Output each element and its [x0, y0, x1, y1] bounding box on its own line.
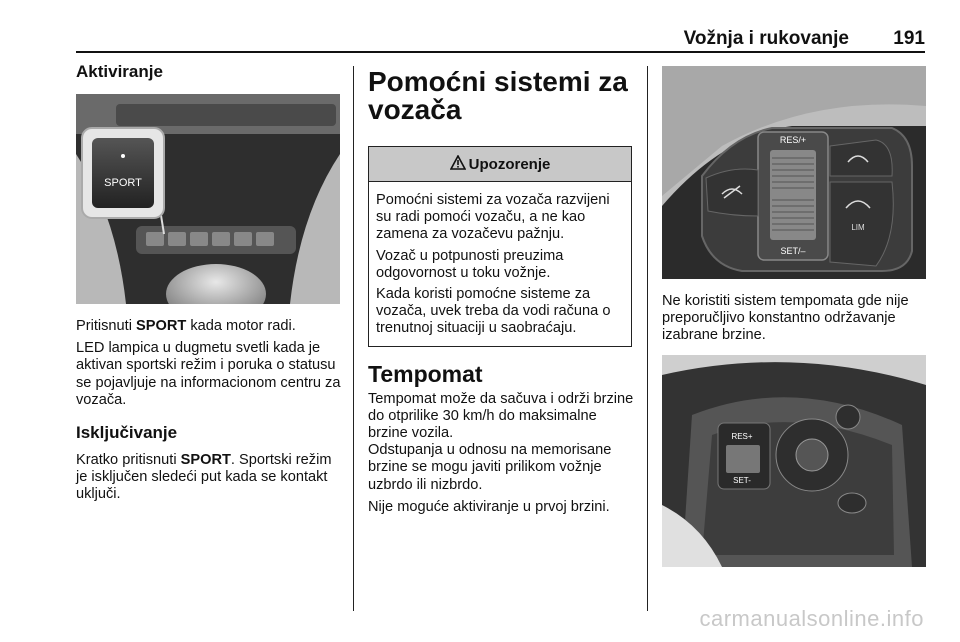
set-minus-label: SET/– — [780, 246, 806, 256]
warning-body — [369, 182, 631, 346]
column-divider-1 — [353, 66, 354, 611]
sport-bold: SPORT — [136, 318, 187, 334]
cruise-control-heading: Tempomat — [368, 360, 483, 387]
paragraph-press-sport — [76, 318, 344, 335]
steering-wheel-image — [662, 355, 926, 567]
column-3 — [662, 62, 926, 567]
column-divider-2 — [647, 66, 648, 611]
column-1 — [76, 62, 344, 504]
section-title: Vožnja i rukovanje — [683, 28, 849, 49]
text-fragment: Kratko pritisnuti — [76, 452, 181, 469]
warning-paragraph-2: Vozač u potpunosti preuzima odgovornost u toku vožnje. — [376, 247, 564, 281]
text-fragment: . Sportski režim je isključen sledeći put kada se kontakt uključi. — [76, 452, 332, 503]
text-fragment: kada motor radi. — [186, 318, 296, 334]
heading-deactivate: Isključivanje — [76, 423, 178, 443]
paragraph-led: LED lampica u dugmetu svetli kada je aktivan sportski režim i poruka o statusu se pojavljuje na informacionom centru za vozača. — [76, 340, 341, 408]
steering-closeup-illustration — [662, 66, 926, 279]
cruise-paragraph-2: Odstupanja u odnosu na memorisane brzine se mogu javiti prilikom vožnje uzbrdo ili nizbrdo. — [368, 442, 612, 493]
console-illustration — [76, 94, 340, 304]
warning-triangle-icon — [450, 155, 466, 174]
cruise-paragraph-3: Nije moguće aktiviranje u prvoj brzini. — [368, 498, 610, 515]
header-rule — [76, 51, 925, 53]
warning-box — [368, 146, 632, 347]
warning-header — [369, 147, 631, 182]
warning-paragraph-3: Kada koristi pomoćne sisteme za vozača, uvek treba da vodi računa o trenutnoj situaciji u saobraćaju. — [376, 286, 611, 337]
sport-button-image — [76, 94, 340, 304]
paragraph-deactivate — [76, 452, 344, 504]
text-fragment: Pritisnuti — [76, 318, 137, 334]
lim-label: LIM — [851, 223, 865, 232]
sport-button-label: SPORT — [104, 177, 142, 189]
watermark-url: carmanualsonline.info — [699, 606, 924, 631]
warning-title: Upozorenje — [468, 155, 551, 173]
cruise-warning-note: Ne koristiti sistem tempomata gde nije preporučljivo konstantno održavanje izabrane brzine. — [662, 293, 909, 344]
steering-wheel-illustration — [662, 355, 926, 567]
warning-paragraph-1: Pomoćni sistemi za vozača razvijeni su radi pomoći vozaču, a ne kao zamena za vozačevu pažnju. — [376, 192, 610, 243]
res-plus-label: RES/+ — [779, 135, 807, 145]
set-minus-label-2: SET- — [733, 475, 751, 485]
heading-activate: Aktiviranje — [76, 62, 163, 81]
page-header — [76, 24, 925, 52]
column-2 — [368, 62, 636, 516]
page-number: 191 — [893, 28, 925, 49]
driver-assist-title: Pomoćni sistemi za vozača — [368, 66, 628, 125]
steering-controls-closeup-image — [662, 66, 926, 279]
cruise-paragraph-1: Tempomat može da sačuva i održi brzine do otprilike 30 km/h do maksimalne brzine vozila. — [368, 390, 634, 442]
res-plus-label-2: RES+ — [731, 431, 753, 441]
sport-bold: SPORT — [180, 452, 231, 469]
